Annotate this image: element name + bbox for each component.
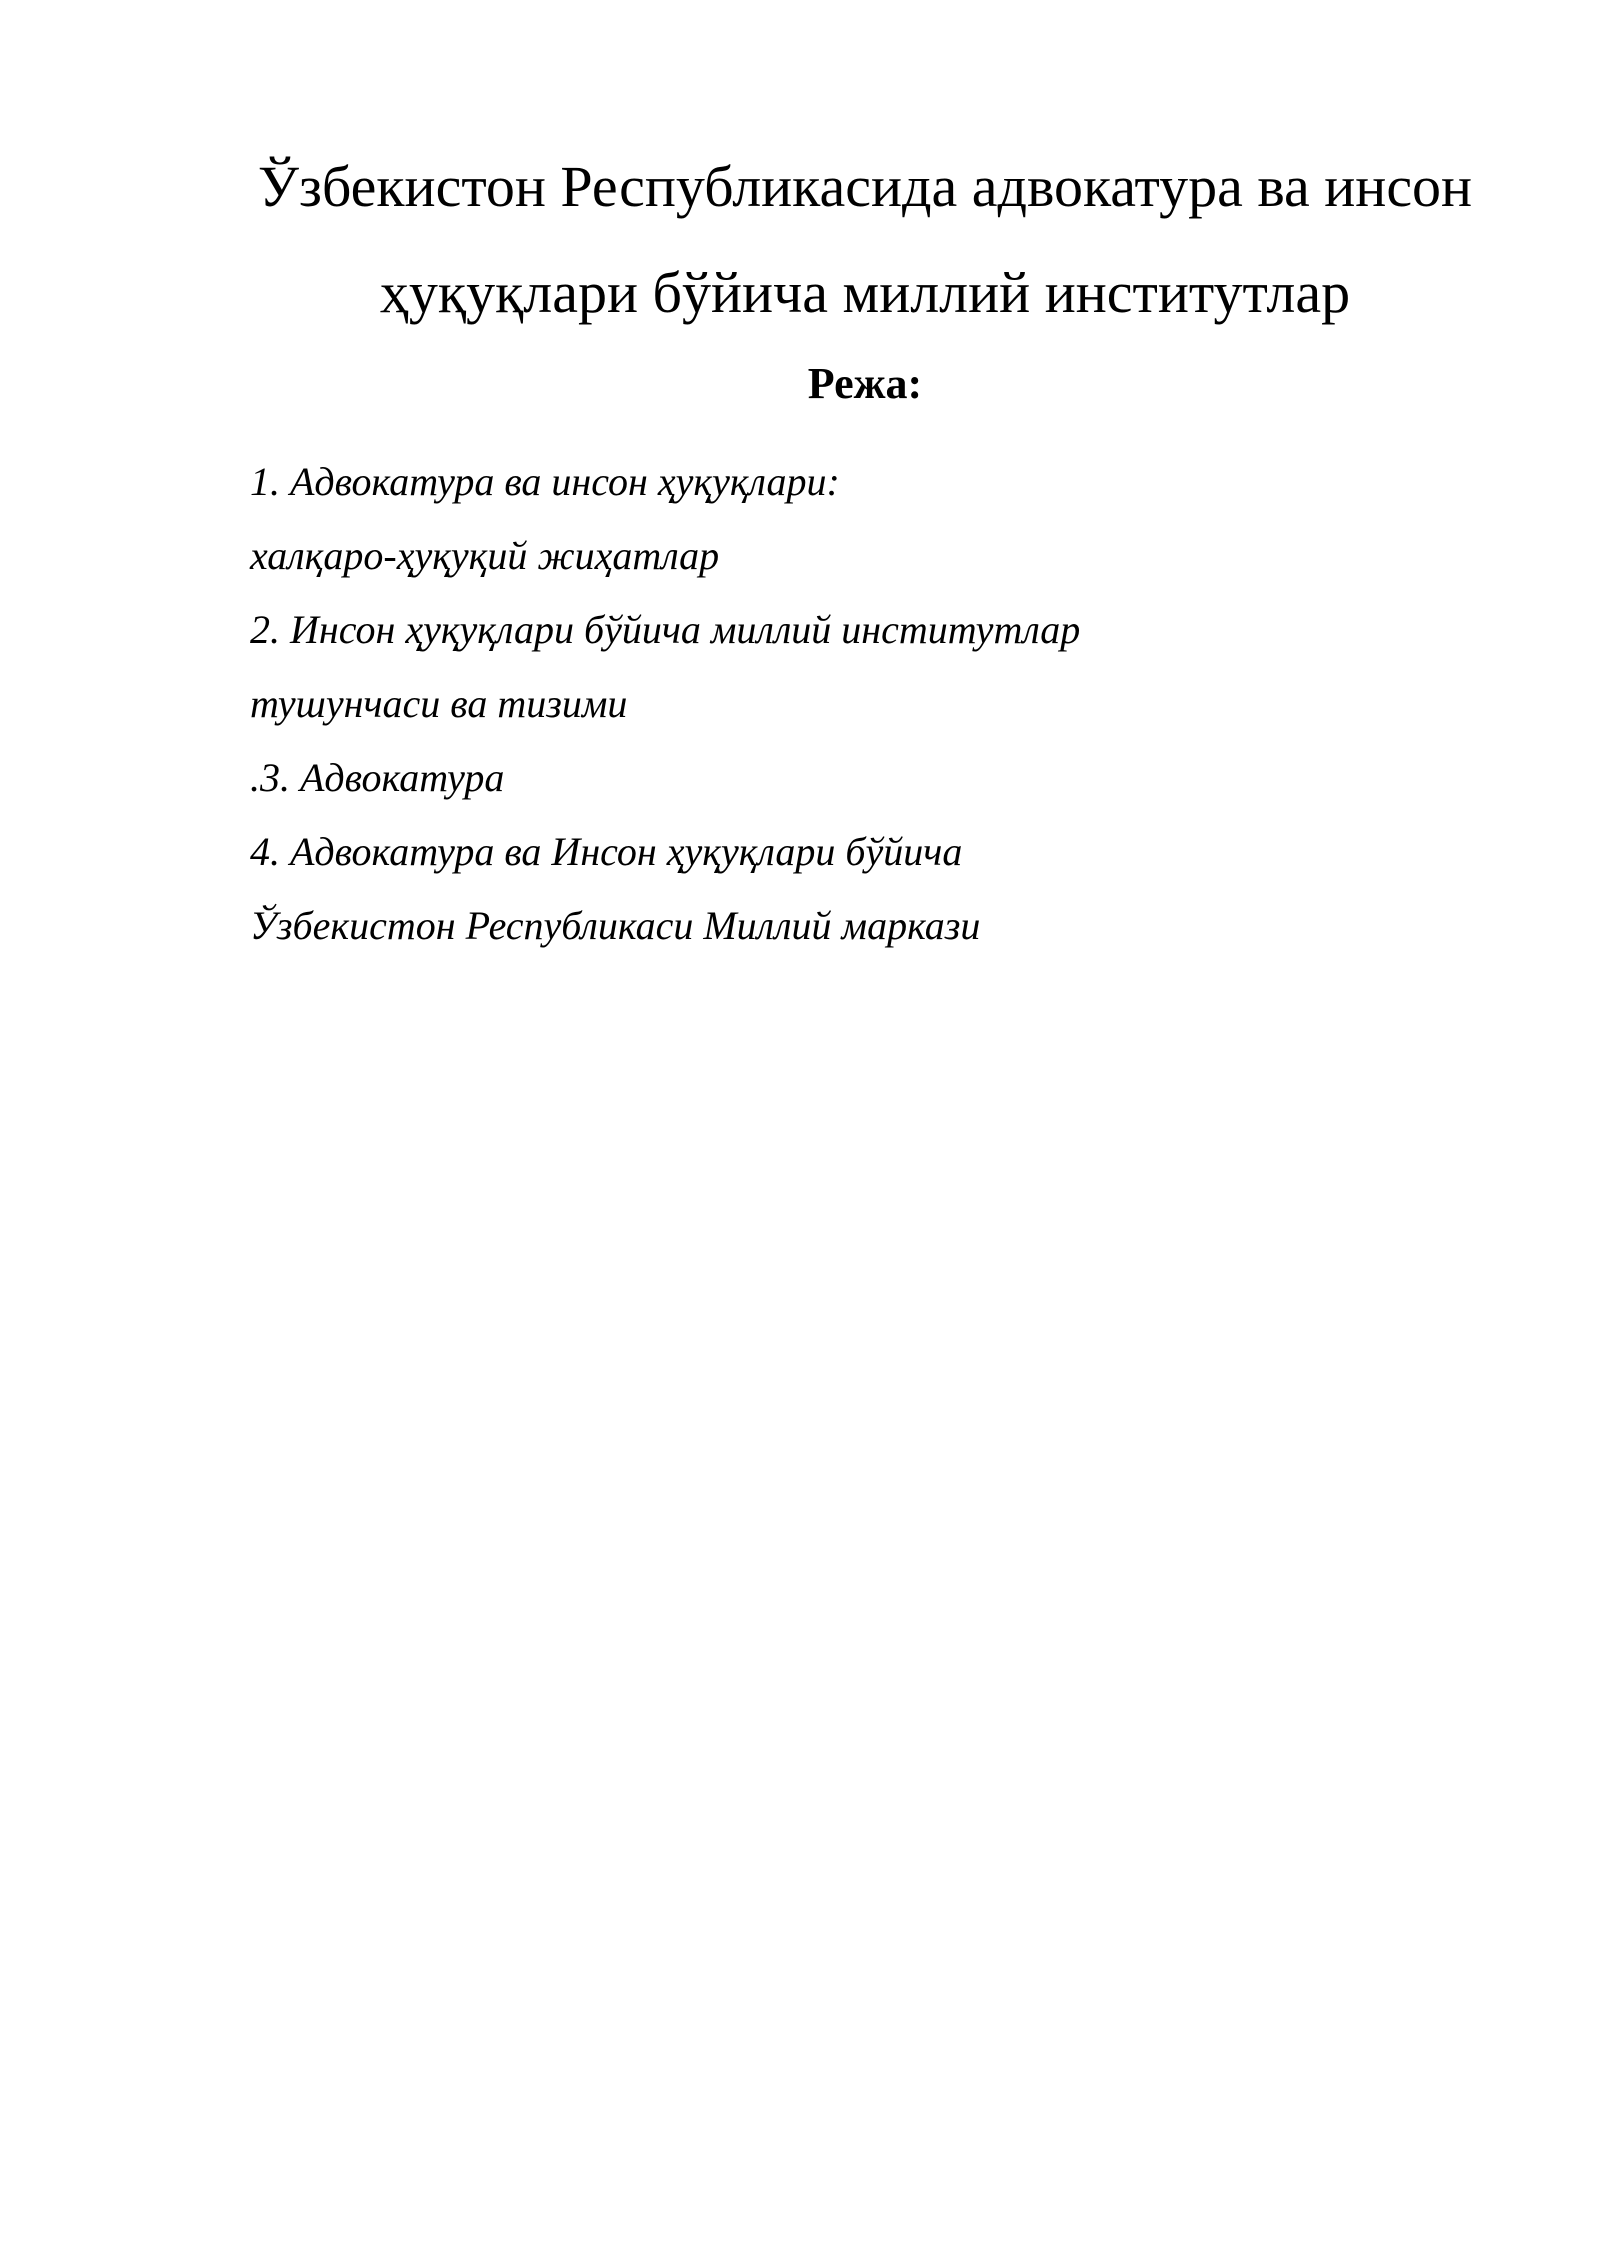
document-title-line-1: Ўзбекистон Республикасида адвокатура ва инсон: [257, 154, 1473, 219]
plan-item-4-line-2: Ўзбекистон Республикаси Миллий маркази: [250, 903, 981, 948]
plan-item-4-line-1: 4. Адвокатура ва Инсон ҳуқуқлари бўйича: [250, 829, 963, 874]
document-title-line-2: ҳуқуқлари бўйича миллий институтлар: [379, 260, 1351, 325]
plan-item-1-line-2: халқаро-ҳуқуқий жиҳатлар: [250, 533, 720, 578]
plan-heading: Режа:: [807, 359, 923, 408]
plan-item-1-line-1: 1. Адвокатура ва инсон ҳуқуқлари:: [250, 459, 840, 504]
plan-list: [250, 445, 1080, 963]
plan-item-2-line-1: 2. Инсон ҳуқуқлари бўйича миллий институтлар: [250, 607, 1081, 652]
plan-item-2-line-2: тушунчаси ва тизими: [250, 681, 628, 726]
plan-item-3: .3. Адвокатура: [250, 755, 505, 800]
